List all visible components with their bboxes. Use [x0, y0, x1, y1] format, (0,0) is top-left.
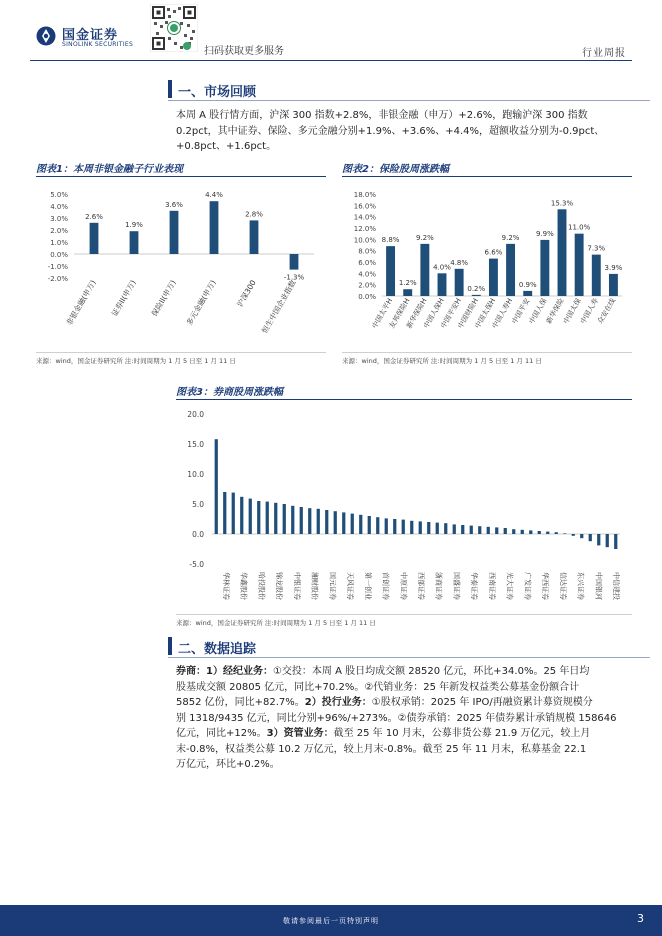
y-tick-label: 5.0% [50, 191, 68, 199]
bar [472, 295, 481, 296]
bar [572, 534, 575, 536]
bar [223, 492, 226, 534]
paragraph-line [176, 664, 632, 680]
data-label: 0.2% [467, 284, 486, 293]
y-tick-label: 2.0% [358, 281, 376, 290]
category-label: 第一创业 [363, 572, 372, 600]
category-label: 沪深300 [235, 278, 258, 309]
ib-lead: 2）投行业务： [304, 697, 372, 708]
category-label: 首创证券 [381, 572, 390, 600]
data-label: 2.8% [245, 210, 263, 219]
bar [558, 209, 567, 296]
qr-caption: 扫码获取更多服务 [204, 46, 284, 57]
paragraph-text: 截至 25 年 10 月末，公募非货公募 21.9 万亿元，较上月 [333, 728, 591, 739]
y-tick-label: 2.0% [50, 227, 68, 235]
data-label: 7.3% [587, 244, 606, 253]
bar [334, 511, 337, 534]
data-label: 3.6% [165, 200, 183, 209]
paragraph-line: 0.2pct，其中证券、保险、多元金融分别+1.9%、+3.6%、+4.4%，超额收益分别为-0.9pct、 [176, 125, 605, 137]
section-marker [168, 80, 172, 98]
data-label: 0.9% [518, 280, 537, 289]
paragraph-text: ①股权承销：2025 年 IPO/再融资累计募资规模分 [371, 697, 593, 708]
bar [478, 526, 481, 534]
figure3-title: 图表3：券商股周涨跌幅 [176, 387, 283, 398]
figure3-bar-chart [176, 402, 632, 612]
category-label: 众安在线 [596, 297, 618, 326]
bar [419, 521, 422, 534]
figure1-source-note: 来源：wind，国金证券研究所 注:时间周期为 1 月 5 日至 1 月 11 日 [36, 357, 236, 365]
bar [317, 509, 320, 534]
bar [325, 510, 328, 534]
logo-name-en: SINOLINK SECURITIES [62, 41, 134, 48]
figure1-title-rule [36, 176, 326, 177]
bar [274, 503, 277, 534]
y-tick-label: 15.0 [187, 440, 204, 449]
bar [444, 523, 447, 534]
section-marker [168, 637, 172, 655]
report-category: 行业周报 [582, 48, 626, 59]
y-tick-label: 4.0% [50, 203, 68, 211]
data-label: 4.4% [205, 191, 223, 200]
paragraph-line [176, 726, 632, 742]
category-label: 浙商证券 [434, 572, 443, 600]
bar [250, 220, 259, 254]
data-label: 9.2% [415, 233, 434, 242]
y-tick-label: 0.0 [192, 530, 204, 539]
bar [232, 493, 235, 534]
category-label: 华林证券 [221, 572, 230, 600]
bar [589, 534, 592, 541]
bar [385, 518, 388, 534]
paragraph-line: 万亿元，环比+0.2%。 [176, 759, 280, 770]
bar [386, 246, 395, 296]
bar [529, 530, 532, 534]
category-label: 中国太保H [473, 297, 498, 330]
category-label: 中国太保 [561, 297, 583, 326]
paragraph-line: 股基成交额 20805 亿元，同比+70.2%。②代销业务：25 年新发权益类公募基金份额合计 [176, 681, 580, 693]
category-label: 信达证券 [558, 572, 567, 600]
paragraph-text: ①交投：本周 A 股日均成交额 28520 亿元，环比+34.0%。25 年日均 [272, 666, 590, 677]
bar [504, 528, 507, 534]
y-tick-label: 0.0% [358, 293, 376, 301]
y-tick-label: 5.0 [192, 500, 204, 509]
category-label: 中国银河 [594, 572, 603, 600]
category-label: 中银证券 [292, 572, 301, 600]
figure3-source-note: 来源：wind，国金证券研究所 注:时间周期为 1 月 5 日至 1 月 11 日 [176, 619, 376, 627]
bar [257, 501, 260, 534]
bar [495, 527, 498, 534]
y-tick-label: 3.0% [50, 215, 68, 223]
bar [393, 519, 396, 534]
category-label: 湘财股份 [310, 572, 319, 600]
am-lead: 3）资管业务： [266, 728, 334, 739]
y-tick-label: 4.0% [358, 270, 376, 279]
category-label: 中国太平H [370, 297, 395, 330]
bar [90, 223, 99, 254]
logo-name-cn: 国金证券 [62, 28, 119, 43]
bar [351, 514, 354, 534]
y-tick-label: -5.0 [189, 560, 204, 569]
figure3-source-rule [176, 614, 632, 615]
paragraph-line: 别 1318/9435 亿元，同比分别+96%/+273%。②债券承销：2025 年债券累计承销规模 158646 [176, 712, 617, 724]
bar [266, 502, 269, 534]
category-label: 多元金融(申万) [184, 278, 218, 328]
data-label: 9.2% [501, 233, 520, 242]
category-label: 华鑫股份 [239, 572, 248, 600]
category-label: 天风证券 [346, 572, 355, 600]
bar [538, 531, 541, 534]
y-tick-label: 0.0% [50, 251, 68, 259]
bar [506, 244, 515, 296]
bar [580, 534, 583, 538]
bar [563, 533, 566, 534]
category-label: 中国人寿 [579, 297, 601, 326]
bar [427, 522, 430, 534]
logo-icon [36, 26, 56, 46]
y-tick-label: -1.0% [47, 263, 68, 271]
y-tick-label: 14.0% [353, 213, 376, 222]
y-tick-label: 12.0% [353, 225, 376, 233]
category-label: 西南证券 [487, 572, 496, 600]
category-label: 国元证券 [328, 572, 337, 600]
bar [609, 274, 618, 296]
figure1-source-rule [36, 352, 326, 353]
bar [210, 201, 219, 254]
paragraph-line: 末-0.8%，权益类公募 10.2 万亿元，较上月末-0.8%。截至 25 年 11 月末，私募基金 22.1 [176, 743, 587, 755]
category-label: 证券II(申万) [109, 278, 138, 318]
bar [453, 524, 456, 534]
category-label: 中信建投 [612, 572, 621, 600]
figure2-source-note: 来源：wind，国金证券研究所 注:时间周期为 1 月 5 日至 1 月 11 日 [342, 357, 542, 365]
category-label: 新华保险 [544, 297, 566, 326]
bar [606, 534, 609, 547]
bar [359, 515, 362, 534]
bar [410, 521, 413, 534]
paragraph-line: +0.8pct、+1.6pct。 [176, 141, 277, 152]
bar [436, 523, 439, 534]
y-tick-label: -2.0% [47, 275, 68, 283]
bar [308, 508, 311, 534]
bar [555, 532, 558, 534]
y-tick-label: 18.0% [353, 191, 376, 199]
bar [290, 254, 299, 270]
section-divider [168, 100, 650, 101]
data-label: 11.0% [568, 223, 591, 232]
bar [540, 240, 549, 296]
y-tick-label: 10.0 [187, 470, 204, 479]
figure3-title-rule [176, 399, 632, 400]
data-tracking-paragraph [176, 664, 632, 773]
category-label: 恒生中国企业指数 [259, 278, 298, 335]
data-label: 6.6% [484, 248, 503, 257]
data-label: 2.6% [85, 212, 103, 221]
y-tick-label: 6.0% [358, 259, 376, 267]
category-label: 国盛证券 [452, 572, 461, 600]
y-tick-label: 20.0 [187, 410, 204, 419]
bar [300, 507, 303, 534]
bar [521, 530, 524, 534]
bar [575, 234, 584, 296]
paragraph-text: 亿元，同比+12%。 [176, 728, 267, 739]
category-label: 中国人保H [422, 297, 446, 330]
data-label: 4.8% [450, 258, 469, 267]
bar [614, 534, 617, 549]
y-tick-label: 10.0% [353, 236, 376, 245]
data-label: 15.3% [550, 199, 574, 208]
category-label: 锦龙股份 [275, 572, 284, 600]
bar [489, 259, 498, 296]
bar [403, 289, 412, 296]
category-label: 东兴证券 [576, 572, 585, 600]
qr-code-icon[interactable] [150, 4, 198, 52]
category-label: 西部证券 [417, 572, 425, 600]
category-label: 中原证券 [399, 572, 408, 600]
category-label: 哈投股份 [257, 572, 266, 600]
category-label: 友邦保险H [387, 297, 412, 330]
category-label: 新华保险H [405, 297, 429, 330]
bar [487, 527, 490, 534]
section-divider [168, 657, 650, 658]
bar [455, 269, 464, 296]
footer-disclaimer[interactable]: 敬请参阅最后一页特别声明 [283, 917, 379, 925]
category-label: 中国平安H [439, 297, 463, 330]
bar [461, 525, 464, 534]
bar [512, 529, 515, 534]
section-title-market-review: 一、市场回顾 [178, 85, 257, 100]
bar [249, 499, 252, 534]
bar [420, 244, 429, 296]
data-label: -1.3% [283, 273, 305, 282]
category-label: 中国人寿H [490, 297, 515, 330]
brokerage-lead: 券商：1）经纪业务： [176, 666, 273, 677]
bar [402, 520, 405, 534]
data-label: 1.9% [125, 221, 143, 230]
figure2-source-rule [342, 352, 632, 353]
paragraph-line: 本周 A 股行情方面，沪深 300 指数+2.8%，非银金融（申万）+2.6%，跑输沪深 300 指数 [176, 110, 588, 121]
bar [215, 439, 218, 534]
bar [597, 534, 600, 545]
figure2-title: 图表2：保险股周涨跌幅 [342, 164, 449, 175]
bar [592, 255, 601, 296]
data-label: 9.9% [535, 229, 554, 238]
bar [130, 231, 139, 254]
category-label: 中国平安 [510, 297, 532, 326]
bar [546, 532, 549, 534]
data-label: 3.9% [604, 263, 623, 272]
category-label: 中国财险H [456, 297, 481, 330]
figure1-title: 图表1：本周非银金融子行业表现 [36, 164, 183, 175]
bar [291, 506, 294, 534]
category-label: 华泰证券 [470, 572, 479, 600]
page-number: 3 [637, 912, 644, 925]
paragraph-line [176, 695, 632, 711]
category-label: 华西证券 [541, 572, 550, 600]
bar [523, 291, 532, 296]
data-label: 1.2% [398, 279, 417, 288]
bar [283, 504, 286, 534]
bar [342, 512, 345, 534]
category-label: 广发证券 [523, 572, 532, 600]
bar [438, 273, 447, 296]
bar [376, 517, 379, 534]
paragraph-text: 5852 亿份，同比+82.7%。 [176, 697, 305, 708]
category-label: 中国人保 [527, 297, 549, 326]
data-label: 8.8% [381, 236, 400, 245]
category-label: 光大证券 [505, 572, 514, 600]
bar [240, 497, 243, 534]
data-label: 4.0% [433, 263, 451, 272]
category-label: 非银金融(申万) [64, 278, 98, 328]
bar [170, 211, 179, 254]
header-divider [30, 60, 632, 61]
y-tick-label: 1.0% [50, 239, 68, 247]
market-review-paragraph [176, 108, 632, 155]
y-tick-label: 16.0% [353, 202, 376, 211]
figure2-title-rule [342, 176, 632, 177]
y-tick-label: 8.0% [358, 247, 376, 256]
figure2-bar-chart [342, 180, 632, 348]
bar [368, 516, 371, 534]
figure1-bar-chart [36, 180, 326, 348]
section-title-data-tracking: 二、数据追踪 [178, 642, 257, 657]
bar [470, 526, 473, 534]
category-label: 保险II(申万) [149, 278, 178, 318]
